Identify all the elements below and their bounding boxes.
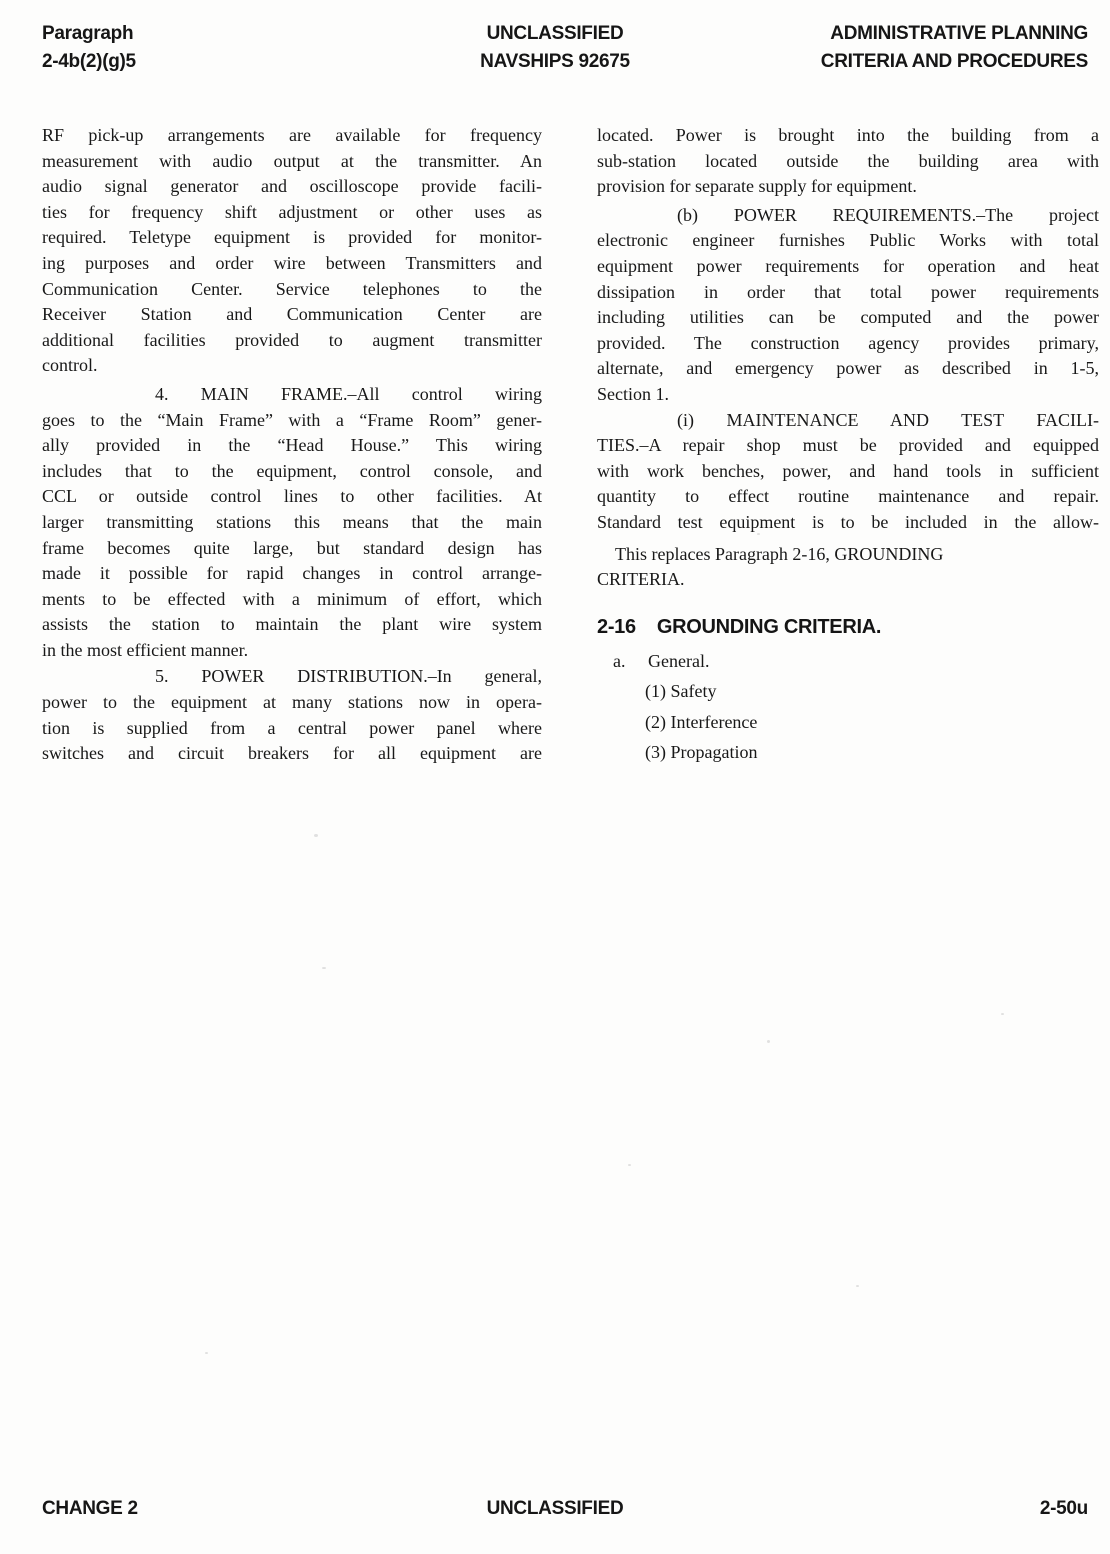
list-item-general-label: a. — [613, 650, 626, 671]
scan-speck — [628, 1164, 631, 1166]
header-title-line2: CRITERIA AND PROCEDURES — [820, 51, 1088, 72]
footer-change: CHANGE 2 — [42, 1498, 138, 1519]
paragraph-main-frame: 4. MAIN FRAME.–All control wiring goes to the “Main Frame” with a “Frame Room” gener- ally provided in the “Head House.” This wiring includes that to the equipment, control console, and CCL or outside control lines to other facilities. At larger transmitting stations this means that the main frame becomes quite large, but standard design has made it possible for rapid changes in control arrange- ments to be effected with a minimum of effort, which assists the station to maintain the plant wire system in the most efficient manner. — [42, 383, 542, 660]
scan-speck — [1001, 1013, 1004, 1015]
scan-speck — [856, 1285, 859, 1287]
header-classification: UNCLASSIFIED — [486, 23, 624, 44]
paragraph-replaces-note: This replaces Paragraph 2-16, GROUNDING CRITERIA. — [597, 543, 944, 590]
paragraph-power-requirements: (b) POWER REQUIREMENTS.–The project electronic engineer furnishes Public Works with total equipment power requirements for operation and heat dissipation in order that total power requirements including utilities can be computed and the power provided. The construction agency provides primary, alternate, and emergency power as described in 1-5, Section 1. — [597, 204, 1099, 404]
section-title: GROUNDING CRITERIA. — [656, 615, 882, 638]
scan-speck — [757, 533, 760, 535]
list-item-safety: (1) Safety — [645, 681, 717, 702]
text-column-left — [42, 123, 542, 767]
section-heading — [597, 615, 1099, 639]
list-item-interference: (2) Interference — [645, 711, 758, 732]
paragraph-rf-pickup: RF pick-up arrangements are available for frequency measurement with audio output at the transmitter. An audio signal generator and oscilloscope provide facili- ties for frequency shift adjustment or other uses as required. Teletype equipment is provided for monitor- ing purposes and order wire between Transmitters and Communication Center. Service telephones to the Receiver Station and Communication Center are additional facilities provided to augment transmitter control. — [42, 125, 542, 376]
scan-speck — [205, 1352, 208, 1354]
list-item-propagation: (3) Propagation — [645, 742, 758, 763]
scan-speck — [314, 834, 318, 837]
header-publication: NAVSHIPS 92675 — [480, 51, 630, 72]
paragraph-power-continuation: located. Power is brought into the building from a sub-station located outside the building area with provision for separate supply for equipment. — [597, 125, 1099, 197]
footer-classification: UNCLASSIFIED — [486, 1498, 624, 1519]
footer-page-number: 2-50u — [1039, 1498, 1088, 1519]
section-number: 2-16 — [597, 615, 636, 638]
list-item-general — [597, 646, 1099, 677]
paragraph-maintenance-test-facilities: (i) MAINTENANCE AND TEST FACILI- TIES.–A repair shop must be provided and equipped with work benches, power, and hand tools in sufficient quantity to effect routine maintenance and repair. Standard test equipment is to be included in the allow- — [597, 409, 1099, 532]
list-item-general-text: General. — [648, 650, 710, 671]
text-column-right — [597, 123, 1099, 768]
scan-speck — [322, 967, 326, 969]
header-title-line1: ADMINISTRATIVE PLANNING — [830, 23, 1088, 44]
header-paragraph-label: Paragraph — [42, 23, 134, 44]
scan-speck — [767, 1040, 770, 1043]
paragraph-power-distribution: 5. POWER DISTRIBUTION.–In general, power to the equipment at many stations now in opera- tion is supplied from a central power panel where switches and circuit breakers for all equipment are — [42, 666, 542, 764]
header-title-block — [821, 20, 1088, 76]
header-paragraph-ref: 2-4b(2)(g)5 — [42, 51, 136, 72]
